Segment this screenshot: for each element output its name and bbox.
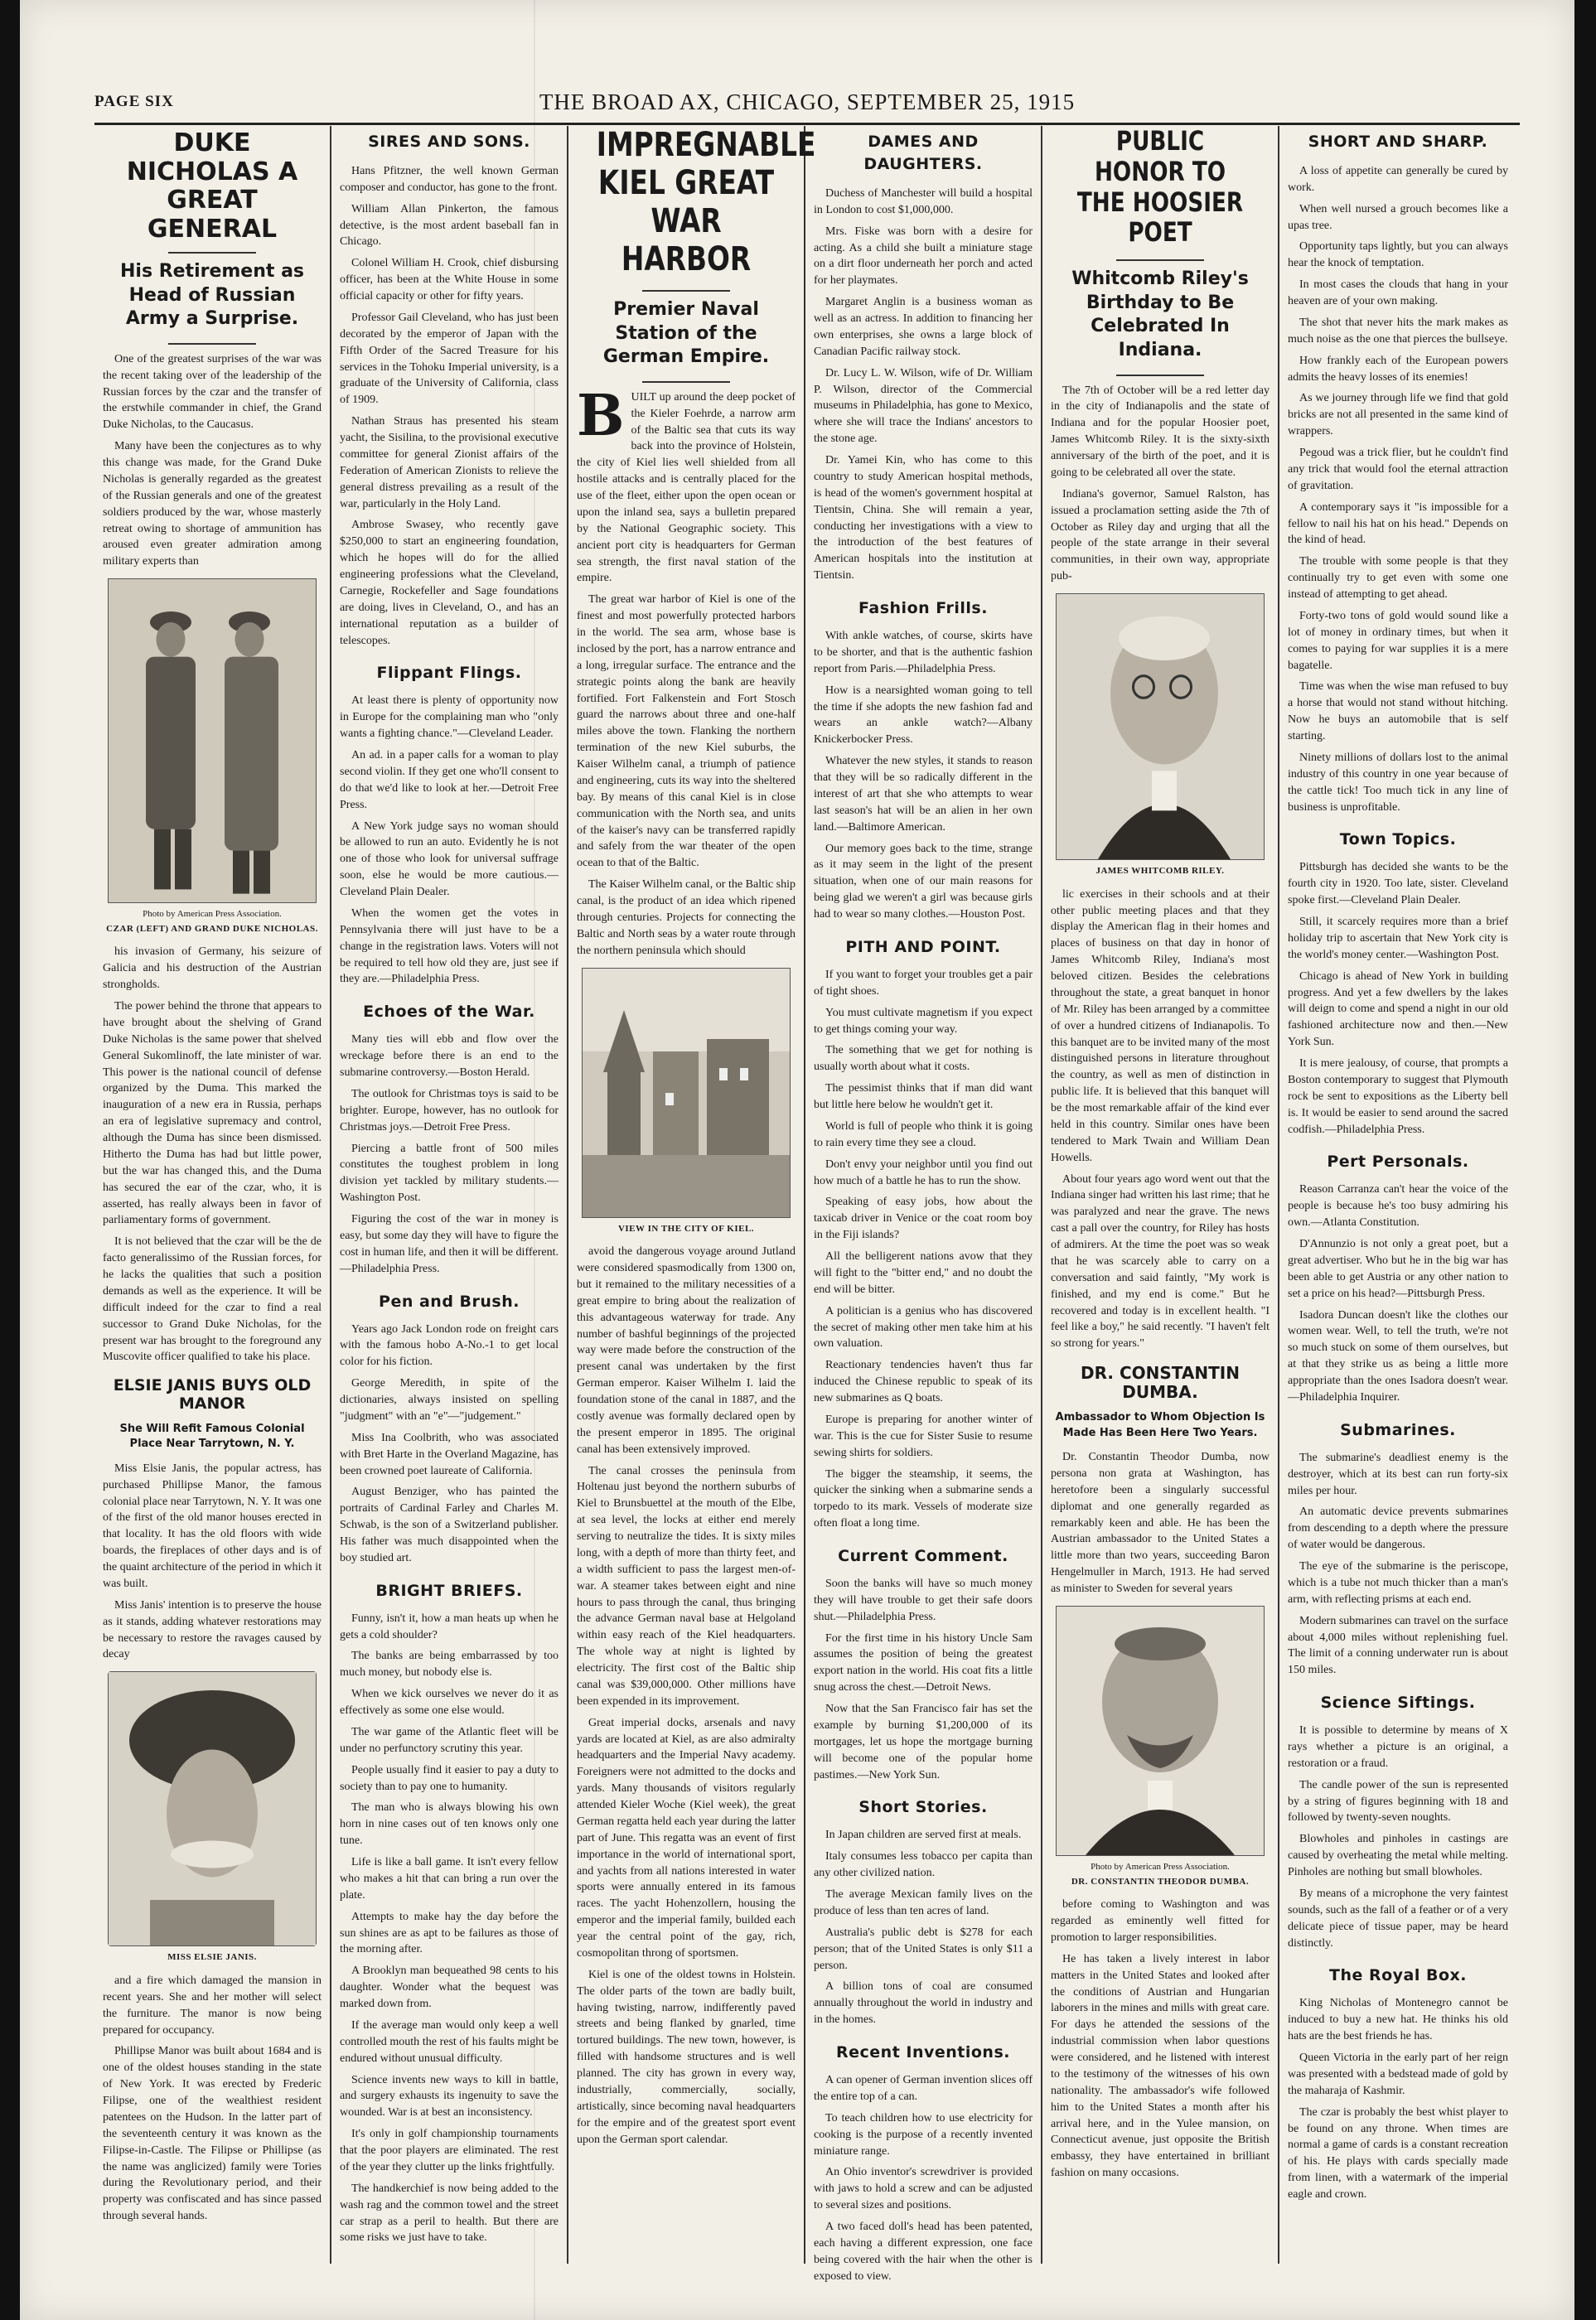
paragraph: The war game of the Atlantic fleet will be under no perfunctory scrutiny this year. xyxy=(340,1725,559,1755)
paragraph: For the first time in his history Uncle Sam assumes the position of being the greatest export nation in the world. His coat fits a little snug across the chest.—Detroit News. xyxy=(814,1631,1033,1694)
paragraph: Australia's public debt is $278 for each person; that of the United States is only $11 a person. xyxy=(814,1926,1033,1972)
paragraph: August Benziger, who has painted the portraits of Cardinal Farley and Charles M. Schwab, is the son of a Switzerland publisher. His father was much disappointed when the boy studied art. xyxy=(340,1486,559,1564)
paragraph: King Nicholas of Montenegro cannot be induced to buy a new hat. He thinks his old hats are the best friends he has. xyxy=(1288,1997,1508,2043)
article-body xyxy=(103,1461,322,1664)
paragraph: A New York judge says no woman should be allowed to run an auto. Evidently he is not one of those who look for universal suffrage soon, else he would be more cautious.—Cleveland Plain Dealer. xyxy=(340,819,559,899)
paragraph: Years ago Jack London rode on freight cars with the famous hobo A-No.-1 to get local color for his fiction. xyxy=(340,1322,559,1369)
section-heading: Town Topics. xyxy=(1339,830,1457,849)
paragraph: Modern submarines can travel on the surface about 4,000 miles without replenishing fuel. The limit of a conning underwater run is about 150 miles. xyxy=(1288,1614,1508,1677)
paragraph: He has taken a lively interest in labor matters in the United States and looked after the conditions of Austrian and Hungarian laborers in the mines and mills with great care. For days he attended the sessions of the industrial commission when labor questions were considered, and he listened with interest to the testimony of the witnesses of his own nationality. The ambassador's wife followed him to the United States a month after his arrival here, and in the Yulee mansion, on Connecticut avenue, just opposite the British embassy, they have entertained in brilliant fashion on many occasions. xyxy=(1051,1952,1270,2180)
paragraph: his invasion of Germany, his seizure of Galicia and his destruction of the Austrian strongholds. xyxy=(103,945,322,992)
paragraph: lic exercises in their schools and at their other public meeting places and that they display the American flag in their homes and places of business on that day in honor of James Whitcomb Riley, Indiana's most beloved citizen. Besides the celebrations throughout the state, a great banquet in honor of Mr. Riley has been arranged by a committee of over a hundred citizens of Indianapolis. To this banquet are to be invited many of the most distinguished persons in literature throughout the country, as well as men of distinction in public life. It is believed that this banquet will be the most remarkable affair of the kind ever held in this country. Similar ones have been tendered to Mark Twain and William Dean Howells. xyxy=(1051,887,1270,1164)
paragraph: Whatever the new styles, it stands to reason that they will be so radically different in the interest of art that she who attempts to wear last season's hat will be an alien in her own land.—Baltimore American. xyxy=(814,755,1033,834)
paragraph: Professor Gail Cleveland, who has just been decorated by the emperor of Japan with the Fifth Order of the Sacred Treasure for his services in the Tohoku Imperial university, is a graduate of the University of California, class of 1909. xyxy=(340,311,559,407)
paragraph: The outlook for Christmas toys is said to be brighter. Europe, however, has no outlook for Christmas joys.—Detroit Free Press. xyxy=(340,1087,559,1133)
divider xyxy=(168,252,256,254)
paragraph: If you want to forget your troubles get a pair of tight shoes. xyxy=(814,968,1033,998)
paragraph: Attempts to make hay the day before the sun shines are as apt to be failures as those of the morning after. xyxy=(340,1910,559,1956)
dateline: THE BROAD AX, CHICAGO, SEPTEMBER 25, 1915 xyxy=(539,89,1076,114)
headline-dumba: DR. CONSTANTIN DUMBA. xyxy=(1081,1363,1240,1403)
subhead-duke-nicholas: His Retirement as Head of Russian Army a Surprise. xyxy=(119,261,305,330)
section-heading: Current Comment. xyxy=(838,1547,1008,1565)
paragraph: Our memory goes back to the time, strange as it may seem in the light of the present situation, when one of our main reasons for being glad we weren't a girl was because girls had to wear so many clothes.—Houston Post. xyxy=(814,842,1033,921)
headline-elsie-janis: ELSIE JANIS BUYS OLD MANOR xyxy=(113,1376,312,1414)
paragraph: A loss of appetite can generally be cured by work. xyxy=(1288,164,1508,194)
article-body xyxy=(1051,1449,1270,1597)
photo-elsie-janis xyxy=(108,1671,317,1946)
paragraph: Pegoud was a trick flier, but he couldn't find any trick that would fool the eternal attraction of gravitation. xyxy=(1288,447,1508,492)
paragraph: The something that we get for nothing is usually worth about what it costs. xyxy=(814,1044,1033,1074)
column-6 xyxy=(1279,126,1516,2264)
section-body xyxy=(814,967,1033,1532)
paragraph: To teach children how to use electricity for cooking is the purpose of a recently invented miniature range. xyxy=(814,2111,1033,2158)
paragraph: The banks are being embarrassed by too much money, but nobody else is. xyxy=(340,1650,559,1680)
paragraph: One of the greatest surprises of the war was the recent taking over of the leadership of the Russian forces by the czar and the transfer of the erstwhile commander in chief, the Grand Duke Nicholas, to the Caucasus. xyxy=(103,352,322,432)
paragraph: Hans Pfitzner, the well known German composer and conductor, has gone to the front. xyxy=(340,164,559,194)
article-body xyxy=(1051,887,1270,1353)
paragraph: An Ohio inventor's screwdriver is provided with jaws to hold a screw and can be adjusted to several sizes and positions. xyxy=(814,2166,1033,2212)
column-4 xyxy=(805,126,1042,2283)
section-heading: Echoes of the War. xyxy=(363,1003,535,1022)
photo-caption: MISS ELSIE JANIS. xyxy=(167,1952,257,1963)
photo-caption: CZAR (LEFT) AND GRAND DUKE NICHOLAS. xyxy=(106,923,318,934)
column-5 xyxy=(1042,126,1279,2264)
paragraph: Chicago is ahead of New York in building progress. And yet a few dwellers by the lakes will deign to come and spend a night in our old fashioned architecture now and then.—New York Sun. xyxy=(1288,969,1508,1049)
paragraph: With ankle watches, of course, skirts have to be shorter, and that is the authentic fashion report from Paris.—Philadelphia Press. xyxy=(814,630,1033,675)
section-heading: Pen and Brush. xyxy=(379,1292,520,1311)
paragraph: and a fire which damaged the mansion in recent years. She and her mother will select the furniture. The manor is now being prepared for occupancy. xyxy=(103,1974,322,2037)
section-heading: Science Siftings. xyxy=(1320,1694,1476,1713)
paragraph: The shot that never hits the mark makes as much noise as the one that pierces the bullseye. xyxy=(1288,316,1508,346)
paragraph: The czar is probably the best whist player to be found on any throne. When times are normal a game of cards is a constant recreation of his. He plays with cards specially made from linen, with a watermark of the imperial eagle and crown. xyxy=(1288,2105,1508,2202)
headline-hoosier-poet: PUBLIC HONOR TO THE HOOSIER POET xyxy=(1076,125,1244,249)
subhead-elsie-janis: She Will Refit Famous Colonial Place Near Tarrytown, N. Y. xyxy=(119,1422,305,1451)
paragraph: The power behind the throne that appears to have brought about the shelving of Grand Duke Nicholas is the same power that shelved General Sukomlinoff, the late minister of war. This power is the national council of defense organized by the Duma. This marked the inauguration of a new era in Russia, perhaps an era of legislative supremacy and control, although the Duma has since been dismissed. Hitherto the Duma has had but little power, but the war has changed this, and the Duma has secured the ear of the czar, who, it is asserted, has really always been in favor of parliamentary forms of government. xyxy=(103,1000,322,1227)
section-body xyxy=(340,1611,559,2247)
paragraph: Speaking of easy jobs, how about the taxicab driver in Venice or the coat room boy in the Fiji islands? xyxy=(814,1196,1033,1242)
paragraph: By means of a microphone the very faintest sounds, such as the fall of a feather or of a very delicate piece of tissue paper, may be heard distinctly. xyxy=(1288,1887,1508,1950)
subhead-hoosier-poet: Whitcomb Riley's Birthday to Be Celebrated In Indiana. xyxy=(1071,268,1249,360)
photo-caption: DR. CONSTANTIN THEODOR DUMBA. xyxy=(1071,1876,1250,1887)
subhead-kiel: Premier Naval Station of the German Empire. xyxy=(602,299,770,368)
paragraph: Mrs. Fiske was born with a desire for acting. As a child she built a miniature stage on a dirt floor underneath her porch and acted for her playmates. xyxy=(814,225,1033,288)
paragraph: The trouble with some people is that they continually try to get even with some one instead of attempting to get ahead. xyxy=(1288,555,1508,602)
paragraph: Europe is preparing for another winter of war. This is the cue for Sister Susie to resume sewing shirts for soldiers. xyxy=(814,1413,1033,1459)
paragraph: The candle power of the sun is represented by a string of figures beginning with 18 and followed by twenty-seven noughts. xyxy=(1288,1778,1508,1825)
headline-duke-nicholas: DUKE NICHOLAS A GREAT GENERAL xyxy=(126,128,298,244)
paragraph: Reason Carranza can't hear the voice of the people is because he's too busy admiring his own.—Atlanta Constitution. xyxy=(1288,1183,1508,1230)
article-body xyxy=(577,382,796,959)
article-body xyxy=(103,351,322,570)
section-body xyxy=(340,163,559,650)
paragraph: People usually find it easier to pay a duty to society than to pay one to humanity. xyxy=(340,1763,559,1793)
section-heading: Fashion Frills. xyxy=(858,599,988,618)
paragraph: A billion tons of coal are consumed annually throughout the world in industry and in the homes. xyxy=(814,1980,1033,2027)
paragraph: Duchess of Manchester will build a hospital in London to cost $1,000,000. xyxy=(814,186,1033,216)
paragraph: A Brooklyn man bequeathed 98 cents to his daughter. Wonder what the bequest was marked down from. xyxy=(340,1965,559,2011)
paragraph: Many have been the conjectures as to why this change was made, for the Grand Duke Nicholas is generally regarded as the greatest of the Russian generals and one of the greatest soldiers produced by the war, whose masterly retreat owing to shortage of ammunition has aroused even greater admiration among military experts than xyxy=(103,440,322,568)
paragraph: William Allan Pinkerton, the famous detective, is the most ardent baseball fan in Chicago. xyxy=(340,202,559,249)
paragraph: It is not believed that the czar will be the de facto generalissimo of the Russian forces, for he lacks the qualities that such a position demands as well as the experience. It will be difficult indeed for the czar to find a real successor to Grand Duke Nicholas, for the present war has brought to the foreground any Muscovite officer qualified to take his place. xyxy=(103,1235,322,1364)
paragraph: The eye of the submarine is the periscope, which is a tube not much thicker than a man's arm, with reflecting prisms at each end. xyxy=(1288,1560,1508,1606)
paragraph: As we journey through life we find that gold bricks are not all presented in the same kind of wrappers. xyxy=(1288,392,1508,438)
drop-cap: B xyxy=(577,382,625,449)
paragraph: Many ties will ebb and flow over the wreckage before there is an end to the submarine controversy.—Boston Herald. xyxy=(340,1033,559,1080)
section-body xyxy=(814,2072,1033,2285)
paragraph: Indiana's governor, Samuel Ralston, has issued a proclamation setting aside the 7th of October as Riley day and urging that all the people of the state arrange in their several communities, in their own way, appropriate pub- xyxy=(1051,487,1270,583)
photo-caption: VIEW IN THE CITY OF KIEL. xyxy=(617,1223,755,1234)
section-body xyxy=(1288,1723,1508,1951)
section-heading: Submarines. xyxy=(1340,1420,1456,1439)
paragraph: Dr. Constantin Theodor Dumba, now persona non grata at Washington, has heretofore been a singularly successful diplomat and one generally regarded as remarkably keen and able. He has been the Austrian ambassador to the United States a little more than two years, succeeding Baron Hengelmuller in March, 1913. He had served as minister to Sweden for several years xyxy=(1051,1451,1270,1596)
section-heading: Flippant Flings. xyxy=(376,664,522,683)
columns xyxy=(94,125,1520,2283)
paragraph: Great imperial docks, arsenals and navy yards are located at Kiel, as are also admiralty headquarters and the Imperial Navy academy. Foreigners were not admitted to the docks and yards. Many thousands of visitors regularly attended Kieler Woche (Kiel week), the great German regatta held each year during the latter part of June. This regatta was an event of first importance in the world of international sport, and yachts from all nations interested in water sports were annually entered in its famous races. The yacht Hohenzollern, housing the emperor and the imperial family, builded each year the central point of the gay, rich, cosmopolitan throng of sportsmen. xyxy=(577,1716,796,1960)
paragraph: It is possible to determine by means of X rays whether a picture is an original, a restoration or a fraud. xyxy=(1288,1724,1508,1770)
paragraph: When well nursed a grouch becomes like a upas tree. xyxy=(1288,202,1508,232)
paragraph: How is a nearsighted woman going to tell the time if she adopts the new fashion fad and wears an ankle watch?—Albany Knickerbocker Press. xyxy=(814,684,1033,747)
paragraph: Opportunity taps lightly, but you can always hear the knock of temptation. xyxy=(1288,240,1508,270)
photo-credit: Photo by American Press Association. xyxy=(1091,1861,1230,1872)
divider xyxy=(1116,375,1204,376)
photo-caption: JAMES WHITCOMB RILEY. xyxy=(1095,866,1225,877)
paragraph: D'Annunzio is not only a great poet, but a great advertiser. Who but he in the big war has been able to get Austria or any other nation to set a price on his head?—Pittsburgh Press. xyxy=(1288,1238,1508,1300)
paragraph: UILT up around the deep pocket of the Kieler Foehrde, a narrow arm of the Baltic sea that cuts its way back into the province of Holstein, the city of Kiel lies well shielded from all hostile attacks and is centrally placed for the use of the fleet, either upon the open ocean or upon the inland sea, says a bulletin prepared by the National Geographic society. This ancient port city is headquarters for German sea strength, the first naval station of the empire. xyxy=(577,390,796,585)
paragraph: Miss Janis' intention is to preserve the house as it stands, adding whatever restorations may be necessary to restore the ravages caused by decay xyxy=(103,1598,322,1661)
paragraph: A can opener of German invention slices off the entire top of a can. xyxy=(814,2074,1033,2103)
paragraph: In Japan children are served first at meals. xyxy=(825,1829,1022,1842)
paragraph: Blowholes and pinholes in castings are caused by overheating the metal while melting. Pinholes are nothing but small blowholes. xyxy=(1288,1833,1508,1879)
paragraph: It's only in golf championship tournaments that the poor players are eliminated. The rest of the year they clutter up the links frightfully. xyxy=(340,2128,559,2173)
paragraph: Don't envy your neighbor until you find out how much of a battle he has to run the show. xyxy=(814,1158,1033,1187)
section-heading: SHORT AND SHARP. xyxy=(1308,133,1488,151)
paragraph: The great war harbor of Kiel is one of the finest and most powerfully protected harbors in the world. The sea arm, whose base is inclosed by the port, has a narrow entrance and a long, irregular surface. The entrance and the strategic points along the bank are heavily fortified. Fort Falkenstein and Fort Stosch guard the narrows about three and one-half miles above the town. Flanking the northern termination of the new Kiel suburbs, the Kaiser Wilhelm canal, a triumph of patience and engineering, cuts its way into the sheltered bay. By means of this canal Kiel is in close communication with the North sea, and units of the kaiser's navy can be transferred rapidly and safely from the war theater of the open ocean to that of the Baltic. xyxy=(577,593,796,870)
section-heading: The Royal Box. xyxy=(1328,1966,1467,1985)
column-2 xyxy=(331,126,568,2264)
section-heading: DAMES AND DAUGHTERS. xyxy=(863,133,983,173)
photo-credit: Photo by American Press Association. xyxy=(143,909,282,920)
paragraph: The bigger the steamship, it seems, the quicker the sinking when a submarine sends a torpedo to its mark. Vessels of moderate size often float a long time. xyxy=(814,1467,1033,1530)
section-body xyxy=(814,628,1033,923)
section-body xyxy=(814,186,1033,584)
section-body xyxy=(1288,1182,1508,1405)
paragraph: George Meredith, in spite of the dictionaries, always insisted on spelling "judgment" with an "e"—"judgement." xyxy=(340,1377,559,1423)
paragraph: You must cultivate magnetism if you expect to get things coming your way. xyxy=(814,1006,1033,1036)
paragraph: Colonel William H. Crook, chief disbursing officer, has been at the White House in some official capacity or other for fifty years. xyxy=(340,257,559,303)
masthead xyxy=(94,89,1520,125)
paragraph: In most cases the clouds that hang in your heaven are of your own making. xyxy=(1288,278,1508,308)
paragraph: Dr. Lucy L. W. Wilson, wife of Dr. William P. Wilson, director of the Commercial museums in Philadelphia, has gone to Mexico, where she will trace the Indians' ancestors to the stone age. xyxy=(814,366,1033,446)
section-heading: PITH AND POINT. xyxy=(845,937,1001,956)
paragraph: The 7th of October will be a red letter day in the city of Indianapolis and the state of Indiana and for the popular Hoosier poet, James Whitcomb Riley. It is the sixty-sixth anniversary of the birth of the poet, and it is going to be celebrated all over the state. xyxy=(1051,384,1270,479)
divider xyxy=(168,343,256,345)
paragraph: Still, it scarcely requires more than a brief holiday trip to ascertain that New York city is the world's money center.—Washington Post. xyxy=(1288,916,1508,961)
paragraph: Kiel is one of the oldest towns in Holstein. The older parts of the town are badly built, having twisting, narrow, indifferently paved streets and being flanked by gnarled, time tortured buildings. The new town, however, is filled with handsome structures and is well planned. The city has grown in every way, industrially, commercially, socially, artistically, since becoming naval headquarters for the empire and of the greatest sport event upon the German sport calendar. xyxy=(577,1968,796,2146)
paragraph: The submarine's deadliest enemy is the destroyer, which at its best can run forty-six miles per hour. xyxy=(1288,1451,1508,1497)
paragraph: Nathan Straus has presented his steam yacht, the Sisilina, to the provisional executive committee for general Zionist affairs of the Federation of American Zionists to relieve the general distress prevailing as a result of the war, particularly in the Holy Land. xyxy=(340,415,559,510)
subhead-dumba: Ambassador to Whom Objection Is Made Has Been Here Two Years. xyxy=(1055,1411,1265,1439)
paragraph: Science invents new ways to kill in battle, and surgery exhausts its ingenuity to save the wounded. War is at best an inconsistency. xyxy=(340,2073,559,2119)
paragraph: Isadora Duncan doesn't like the clothes our women wear. Well, to tell the truth, we're not so much stuck on some of them ourselves, but at that they strike us as being a little more appropriate than the ones Isadora doesn't wear.—Philadelphia Inquirer. xyxy=(1288,1308,1508,1404)
paragraph: Now that the San Francisco fair has set the example by burning $1,200,000 of its mortgages, let us hope the mortgage burning will become one of the popular home pastimes.—New York Sun. xyxy=(814,1703,1033,1781)
section-heading: Pert Personals. xyxy=(1327,1153,1469,1172)
paragraph: Forty-two tons of gold would sound like a lot of money in ordinary times, but when it comes to paying for war supplies it is a mere bagatelle. xyxy=(1288,609,1508,672)
section-heading: Recent Inventions. xyxy=(836,2043,1010,2062)
article-body xyxy=(103,944,322,1365)
paragraph: World is full of people who think it is going to rain every time they see a cloud. xyxy=(814,1119,1033,1149)
paragraph: About four years ago word went out that the Indiana singer had written his last rime; that he was paralyzed and near the grave. The news cast a pall over the country, for Riley has hosts of admirers. At the time the poet was so weak that he was scarcely able to carry on a conversation and said faintly, "My work is finished, and my end is come." But he recovered and today is in excellent health. "I feel like a boy," he said recently. "I haven't felt so strong for years." xyxy=(1051,1172,1270,1351)
column-3 xyxy=(568,126,816,2264)
paragraph: Miss Elsie Janis, the popular actress, has purchased Phillipse Manor, the famous colonial place near Tarrytown, N. Y. It was one of the first of the old manor houses erected in that locality. It has the old floors with wide boards, the fireplaces of other days and is of the quaint architecture of the period in which it was built. xyxy=(103,1462,322,1590)
paragraph: When we kick ourselves we never do it as effectively as some one else would. xyxy=(340,1688,559,1718)
section-heading: SIRES AND SONS. xyxy=(368,133,530,151)
paragraph: The canal crosses the peninsula from Holtenau just beyond the northern suburbs of Kiel to Brunsbuettel at the mouth of the Elbe, at sea level, the locks at either end merely serving to neutralize the tides. It is sixty miles long, with a depth of more than thirty feet, and a width sufficient to pass the largest men-of-war. A steamer takes between eight and nine hours to pass through the canal, thus bringing the advance German naval base at Helgoland within easy reach of the Kiel headquarters. The whole way at night is lighted by electricity. The first cost of the Baltic ship canal was $39,000,000. Other millions have been expended in its improvement. xyxy=(577,1464,796,1708)
paragraph: How frankly each of the European powers admits the heavy losses of its enemies! xyxy=(1288,354,1508,384)
article-body xyxy=(103,1973,322,2225)
paragraph: Time was when the wise man refused to buy a horse that would not stand without hitching. Now he buys an automobile that is self starting. xyxy=(1288,680,1508,743)
paragraph: before coming to Washington and was regarded as eminently well fitted for promotion to larger responsibilities. xyxy=(1051,1898,1270,1944)
paragraph: When the women get the votes in Pennsylvania there will just have to be a change in the registration laws. Voters will not be required to tell how old they are, just see if they are.—Philadelphia Press. xyxy=(340,906,559,986)
article-body xyxy=(1051,383,1270,586)
paragraph: It is mere jealousy, of course, that prompts a Boston contemporary to suggest that Plymouth rock be sent to expositions as the Liberty bell is. It would be easier to send around the sacred codfish.—Philadelphia Press. xyxy=(1288,1057,1508,1136)
paragraph: Pittsburgh has decided she wants to be the fourth city in 1920. Too late, sister. Cleveland spoke first.—Cleveland Plain Dealer. xyxy=(1288,861,1508,907)
article-body xyxy=(1051,1897,1270,2182)
section-body xyxy=(814,1576,1033,1784)
paragraph: Figuring the cost of the war in money is easy, but some day they will have to figure the cost in human life, and then it will be different.—Philadelphia Press. xyxy=(340,1213,559,1275)
article-body xyxy=(577,1244,796,2148)
photo-city-of-kiel xyxy=(582,968,791,1218)
paragraph: The man who is always blowing his own horn in nine cases out of ten knows only one tune. xyxy=(340,1801,559,1848)
paragraph: Funny, isn't it, how a man heats up when he gets a cold shoulder? xyxy=(340,1612,559,1641)
paragraph: Dr. Yamei Kin, who has come to this country to study American hospital methods, is head of the women's government hospital at Tientsin, China. She will remain a year, conducting her investigations with a view to the introduction of the best features of American hospitals into the institution at Tientsin. xyxy=(814,454,1033,582)
section-body xyxy=(814,1827,1033,2028)
divider xyxy=(1116,259,1204,261)
section-body xyxy=(340,1322,559,1567)
section-heading: Short Stories. xyxy=(858,1798,988,1817)
section-heading: BRIGHT BRIEFS. xyxy=(375,1581,523,1600)
paragraph: Ninety millions of dollars lost to the animal industry of this country in one year because of the cattle tick! Too much tick in any line of business is unprofitable. xyxy=(1288,751,1508,814)
paragraph: Life is like a ball game. It isn't every fellow who makes a hit that can bring a run over the plate. xyxy=(340,1856,559,1902)
paragraph: The pessimist thinks that if man did want but little here below he wouldn't get it. xyxy=(814,1082,1033,1111)
divider xyxy=(642,381,730,383)
paragraph: An ad. in a paper calls for a woman to play second violin. If they get one who'll consent to do that we'd like to look at her.—Detroit Free Press. xyxy=(340,749,559,811)
section-body xyxy=(1288,163,1508,816)
paragraph: Italy consumes less tobacco per capita than any other civilized nation. xyxy=(814,1850,1033,1880)
paragraph: The Kaiser Wilhelm canal, or the Baltic ship canal, is the product of an idea which ripened through centuries. Projects for connecting the Baltic and North seas by a water route through the northern peninsula which should xyxy=(577,878,796,957)
paragraph: Soon the banks will have so much money they will have trouble to get their safe doors shut.—Philadelphia Press. xyxy=(814,1577,1033,1623)
section-body xyxy=(340,1032,559,1277)
paragraph: Ambrose Swasey, who recently gave $250,000 to start an engineering foundation, which he hopes will do for the allied engineering professions what the Cleveland, Carnegie, Rockefeller and Sage foundations are doing, lives in Cleveland, O., and has an international reputation as a builder of telescopes. xyxy=(340,519,559,647)
paragraph: Miss Ina Coolbrith, who was associated with Bret Harte in the Overland Magazine, has been crowned poet laureate of California. xyxy=(340,1431,559,1477)
paragraph: avoid the dangerous voyage around Jutland were considered spasmodically from 1300 on, but it remained to the military necessities of a great empire to bring about the realization of this advantageous waterway for trade. Any number of bashful beginnings of the projected way were made before the construction of the present canal was undertaken by the first German emperor. Kaiser Wilhelm I. laid the foundation stone of the canal in 1887, and the costly avenue was formally declared open by the present emperor in 1895. The original canal has been extensively improved. xyxy=(577,1245,796,1456)
paragraph: The handkerchief is now being added to the wash rag and the common towel and the street car strap as a peril to health. But there are some risks we just have to take. xyxy=(340,2182,559,2245)
paragraph: Queen Victoria in the early part of her reign was presented with a bedstead made of gold by the maharaja of Kashmir. xyxy=(1288,2052,1508,2097)
paragraph: Phillipse Manor was built about 1684 and is one of the oldest houses standing in the state of New York. It was erected by Frederic Filipse, one of the wealthiest resident patentees on the Hudson. In the latter part of the seventeenth century it was known as the Filipse-in-Castle. The Filipse or Phillipse (as the name was anglicized) family were Tories during the Revolutionary period, and their property was confiscated and has since passed through several hands. xyxy=(103,2045,322,2223)
photo-james-whitcomb-riley xyxy=(1056,593,1265,860)
photo-constantin-dumba xyxy=(1056,1606,1265,1856)
section-body xyxy=(1288,859,1508,1138)
paragraph: A politician is a genius who has discovered the secret of making other men take him at his own valuation. xyxy=(814,1304,1033,1351)
newspaper-page xyxy=(20,0,1574,2320)
section-body xyxy=(1288,1450,1508,1679)
column-1 xyxy=(94,126,331,2264)
headline-kiel: IMPREGNABLE KIEL GREAT WAR HARBOR xyxy=(596,126,816,278)
paragraph: If the average man would only keep a well controlled mouth the rest of his faults might be endured without unusual difficulty. xyxy=(340,2018,559,2065)
section-body xyxy=(1288,1995,1508,2203)
paragraph: An automatic device prevents submarines from descending to a depth where the pressure of water would be dangerous. xyxy=(1288,1506,1508,1552)
divider xyxy=(642,290,730,292)
paragraph: Reactionary tendencies haven't thus far induced the Chinese republic to speak of its new submarines as Q boats. xyxy=(814,1359,1033,1404)
paragraph: At least there is plenty of opportunity now in Europe for the complaining man who "only wants a fighting chance."—Cleveland Leader. xyxy=(340,694,559,741)
photo-czar-and-grand-duke xyxy=(108,578,317,903)
paragraph: The average Mexican family lives on the produce of less than ten acres of land. xyxy=(814,1888,1033,1917)
paragraph: A contemporary says it "is impossible for a fellow to nail his hat on his head." Depends on the kind of head. xyxy=(1288,500,1508,547)
section-body xyxy=(340,693,559,988)
paragraph: Piercing a battle front of 500 miles constitutes the toughest problem in long division yet tackled by military students.—Washington Post. xyxy=(340,1142,559,1205)
page-label: PAGE SIX xyxy=(94,93,174,110)
paragraph: All the belligerent nations avow that they will fight to the "bitter end," and no doubt the end will be bitter. xyxy=(814,1250,1033,1296)
paragraph: A two faced doll's head has been patented, each having a different expression, one face being covered with the hair when the other is exposed to view. xyxy=(814,2221,1033,2283)
paragraph: Margaret Anglin is a business woman as well as an actress. In addition to financing her own enterprises, she owns a large block of Canadian Pacific railway stock. xyxy=(814,296,1033,358)
